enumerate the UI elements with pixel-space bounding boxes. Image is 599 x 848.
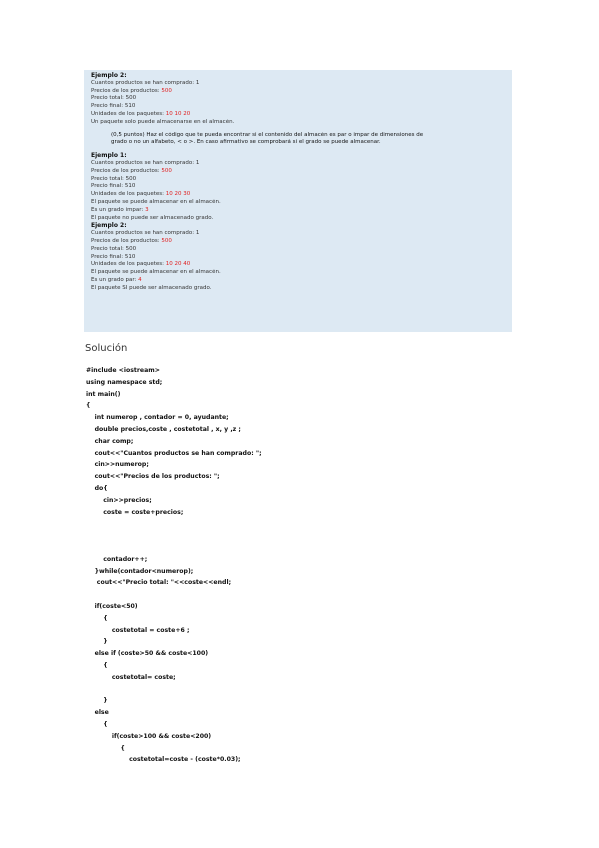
input-value: 10 20 40	[165, 261, 191, 268]
example-output-box	[84, 70, 512, 332]
code-line: costetotal= coste;	[86, 673, 176, 681]
output-text: Cuantos productos se han comprado: 1	[91, 159, 200, 166]
output-line	[91, 246, 512, 254]
output-line	[91, 254, 512, 262]
output-line	[91, 191, 512, 199]
output-text: Un paquete solo puede almacenarse en el almacén.	[91, 118, 235, 125]
code-line: {	[86, 744, 125, 752]
code-line: {	[86, 661, 108, 669]
input-value: 10 20 30	[165, 191, 191, 198]
code-line: using namespace std;	[86, 378, 163, 386]
output-text: (0,5 puntos) Haz el código que te pueda encontrar si el contenido del almacén es par o impar de dimensiones de	[111, 131, 424, 138]
output-text: Es un grado par:	[91, 276, 139, 283]
output-line	[91, 168, 512, 176]
output-text: Precios de los productos:	[91, 237, 162, 244]
example-heading	[91, 72, 512, 80]
code-line	[86, 589, 262, 601]
code-line: cin>>numerop;	[86, 461, 149, 469]
section-title: Solución	[85, 343, 128, 354]
output-line	[91, 269, 512, 277]
input-value: 3	[145, 206, 149, 213]
code-line	[86, 530, 262, 542]
output-text: Precio total: 500	[91, 175, 137, 182]
code-line: cin>>precios;	[86, 496, 152, 504]
output-text: El paquete se puede almacenar en el almacén.	[91, 269, 221, 276]
output-text: grado o no un alfabeto, < o >. En caso afirmativo se comprobará si el grado se puede almacenar.	[111, 139, 381, 146]
output-line	[91, 285, 512, 293]
output-text: Precios de los productos:	[91, 87, 162, 94]
code-line: costetotal = coste+6 ;	[86, 626, 190, 634]
output-text: Precio final: 510	[91, 183, 136, 190]
code-line: if(coste>100 && coste<200)	[86, 732, 212, 740]
output-text: Precio total: 500	[91, 245, 137, 252]
code-line: coste = coste+precios;	[86, 508, 184, 516]
output-text: Unidades de los paquetes:	[91, 110, 166, 117]
output-text: Cuantos productos se han comprado: 1	[91, 230, 200, 237]
input-value: 500	[161, 237, 172, 244]
code-line: int numerop , contador = 0, ayudante;	[86, 414, 229, 422]
code-line: {	[86, 614, 108, 622]
code-line	[86, 684, 262, 696]
output-text: El paquete se puede almacenar en el almacén.	[91, 198, 221, 205]
output-text: Precios de los productos:	[91, 167, 162, 174]
code-line: cout<<"Cuantos productos se han comprado: ";	[86, 449, 262, 457]
output-text: Unidades de los paquetes:	[91, 191, 166, 198]
output-text: Ejemplo 1:	[91, 152, 127, 160]
code-line	[86, 518, 262, 530]
code-line: }while(contador<numerop);	[86, 567, 194, 575]
code-line: costetotal=coste - (coste*0.03);	[86, 756, 241, 764]
exercise-note	[91, 139, 512, 147]
output-line	[91, 230, 512, 238]
output-line	[91, 111, 512, 119]
code-line: do{	[86, 484, 108, 492]
code-line: if(coste<50)	[86, 602, 138, 610]
output-line	[91, 103, 512, 111]
input-value: 10 10 20	[165, 110, 191, 117]
output-text: Unidades de los paquetes:	[91, 261, 166, 268]
code-line: int main()	[86, 390, 121, 398]
output-line	[91, 277, 512, 285]
exercise-note	[91, 132, 512, 140]
input-value: 4	[138, 276, 142, 283]
code-line: else	[86, 709, 109, 717]
output-line	[91, 199, 512, 207]
output-line	[91, 160, 512, 168]
code-line	[86, 542, 262, 554]
code-block	[86, 365, 262, 766]
output-line	[91, 88, 512, 96]
output-text: Precio final: 510	[91, 253, 136, 260]
output-line	[91, 183, 512, 191]
output-text: Precio total: 500	[91, 95, 137, 102]
code-line: cout<<"Precio total: "<<coste<<endl;	[86, 579, 232, 587]
output-text: Cuantos productos se han comprado: 1	[91, 79, 200, 86]
code-line: {	[86, 402, 91, 410]
output-text: Es un grado impar:	[91, 206, 146, 213]
output-line	[91, 207, 512, 215]
code-line: contador++;	[86, 555, 148, 563]
output-line	[91, 80, 512, 88]
code-line: }	[86, 697, 108, 705]
output-line	[91, 215, 512, 223]
output-text: Ejemplo 2:	[91, 222, 127, 230]
output-line	[91, 119, 512, 127]
code-line: }	[86, 638, 108, 646]
output-line	[91, 176, 512, 184]
output-text: El paquete no puede ser almacenado grado.	[91, 214, 214, 221]
code-line: cout<<"Precios de los productos: ";	[86, 473, 220, 481]
output-line	[91, 261, 512, 269]
input-value: 500	[161, 87, 172, 94]
code-line: #include <iostream>	[86, 367, 160, 374]
code-line: double precios,coste , costetotal , x, y ,z ;	[86, 425, 241, 433]
code-line: else if (coste>50 && coste<100)	[86, 650, 209, 658]
code-line: char comp;	[86, 437, 134, 445]
example-heading	[91, 152, 512, 160]
output-line	[91, 238, 512, 246]
output-text: Ejemplo 2:	[91, 72, 127, 79]
output-line	[91, 95, 512, 103]
code-line: {	[86, 720, 108, 728]
output-text: Precio final: 510	[91, 103, 136, 110]
output-text: El paquete SÍ puede ser almacenado grado.	[91, 284, 212, 291]
input-value: 500	[161, 167, 172, 174]
example-heading	[91, 222, 512, 230]
